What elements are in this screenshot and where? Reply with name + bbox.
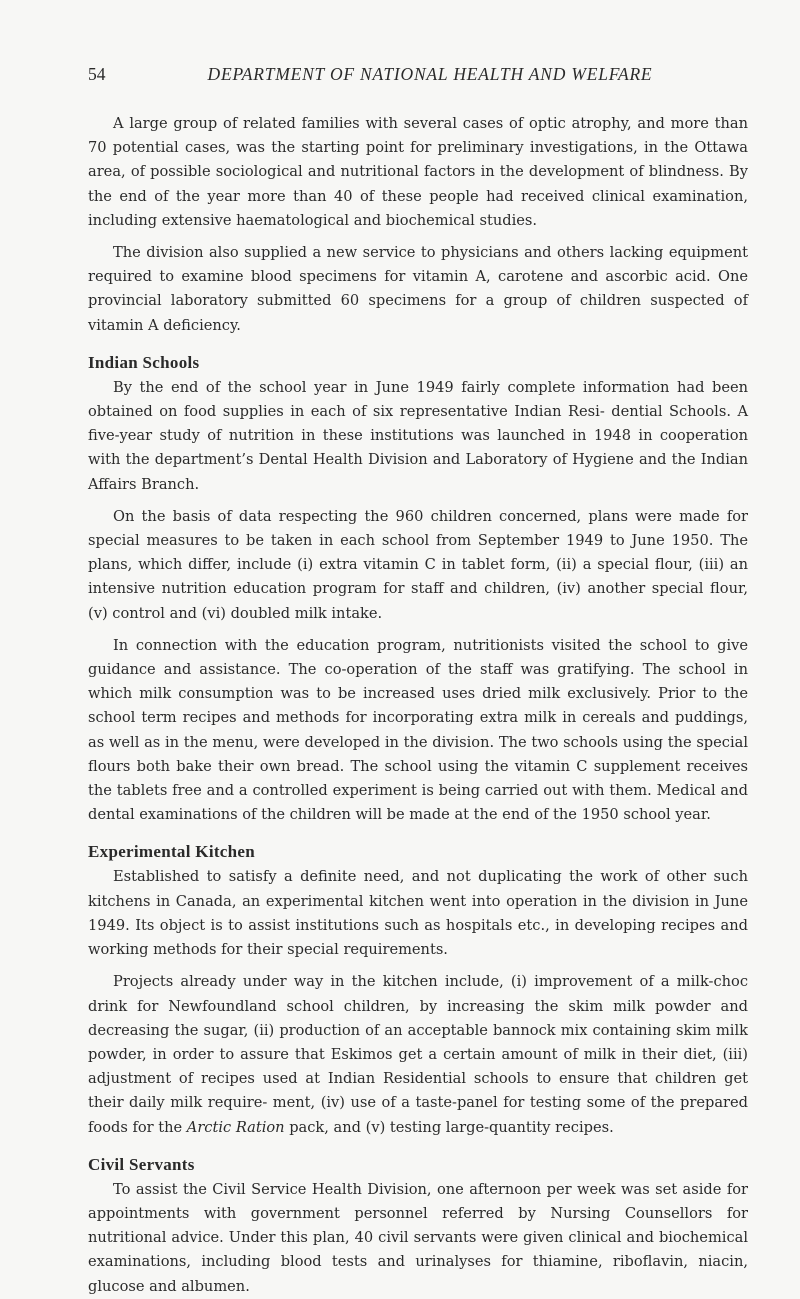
section-heading: Indian Schools [88,352,200,372]
running-title: DEPARTMENT OF NATIONAL HEALTH AND WELFARE [207,64,653,84]
paragraph: Established to satisfy a definite need, and not duplicating the work of other such kitchens in Canada, an experimental kitchen went into operation in the division in June 1949. Its object is to assist institutions such as hospitals etc., in developing recipes and working methods for their special requirements. [88,868,748,959]
paragraph: To assist the Civil Service Health Division, one afternoon per week was set aside for appointments with government personnel referred by Nursing Counsellors for nutritional advice. Under this plan, 40 civil servants were given clinical and biochemical examinations, including blood tests and urinalyses for thiamine, riboflavin, niacin, glucose and albumen. [88,1180,748,1295]
paragraph: In connection with the education program, nutritionists visited the school to give guidance and assistance. The co-operation of the staff was gratifying. The school in which milk consumption was to be increased uses dried milk exclusively. Prior to the school term recipes and methods for incorporating extra milk in cereals and puddings, as well as in the menu, were developed in the division. The two schools using the special flours both bake their own bread. The school using the vitamin C supplement receives the tablets free and a controlled experiment is being carried out with them. Medical and dental examinations of the children will be made at the end of the 1950 school year. [88,636,748,824]
section-heading: Civil Servants [88,1154,195,1174]
paragraph: A large group of related families with several cases of optic atrophy, and more than 70 potential cases, was the starting point for preliminary investigations, in the Ottawa area, of possible sociological and nutritional factors in the development of blindness. By the end of the year more than 40 of these people had received clinical examination, including extensive haematological and biochemical studies. [88,115,748,229]
page-number: 54 [88,64,106,84]
running-header [88,64,748,90]
civil-servants-section [88,1154,748,1299]
experimental-kitchen-section [88,841,748,1139]
paragraph: The division also supplied a new service to physicians and others lacking equipment required to examine blood specimens for vitamin A, carotene and ascorbic acid. One provincial laboratory submitted 60 specimens for a group of children suspected of vitamin A deficiency. [88,244,748,334]
paragraph: On the basis of data respecting the 960 children concerned, plans were made for special measures to be taken in each school from September 1949 to June 1950. The plans, which differ, include (i) extra vitamin C in tablet form, (ii) a special flour, (iii) an intensive nutrition education program for staff and children, (iv) another special flour, (v) control and (vi) doubled milk intake. [88,507,748,622]
italic-text-run: Arctic Ration [186,1118,285,1136]
indian-schools-section [88,352,748,828]
paragraph-projects [88,970,748,1139]
text-run: pack, and (v) testing large-quantity recipes. [284,1118,614,1136]
intro-section [88,112,748,338]
paragraph: By the end of the school year in June 1949 fairly complete information had been obtained on food supplies in each of six representative Indian Resi- dential Schools. A five-year study of nutrition in these institutions was launched in 1948 in cooperation with the department’s Dental Health Division and Laboratory of Hygiene and the Indian Affairs Branch. [88,378,748,493]
text-run: Projects already under way in the kitchen include, (i) improvement of a milk-choc drink for Newfoundland school children, by increasing the skim milk powder and decreasing the sugar, (ii) production of an acceptable bannock mix containing skim milk powder, in order to assure that Eskimos get a certain amount of milk in their diet, (iii) adjustment of recipes used at Indian Residential schools to ensure that children get their daily milk require- ment, (iv) use of a taste-panel for testing some of the prepared foods for the [88,973,748,1136]
section-heading: Experimental Kitchen [88,842,256,862]
